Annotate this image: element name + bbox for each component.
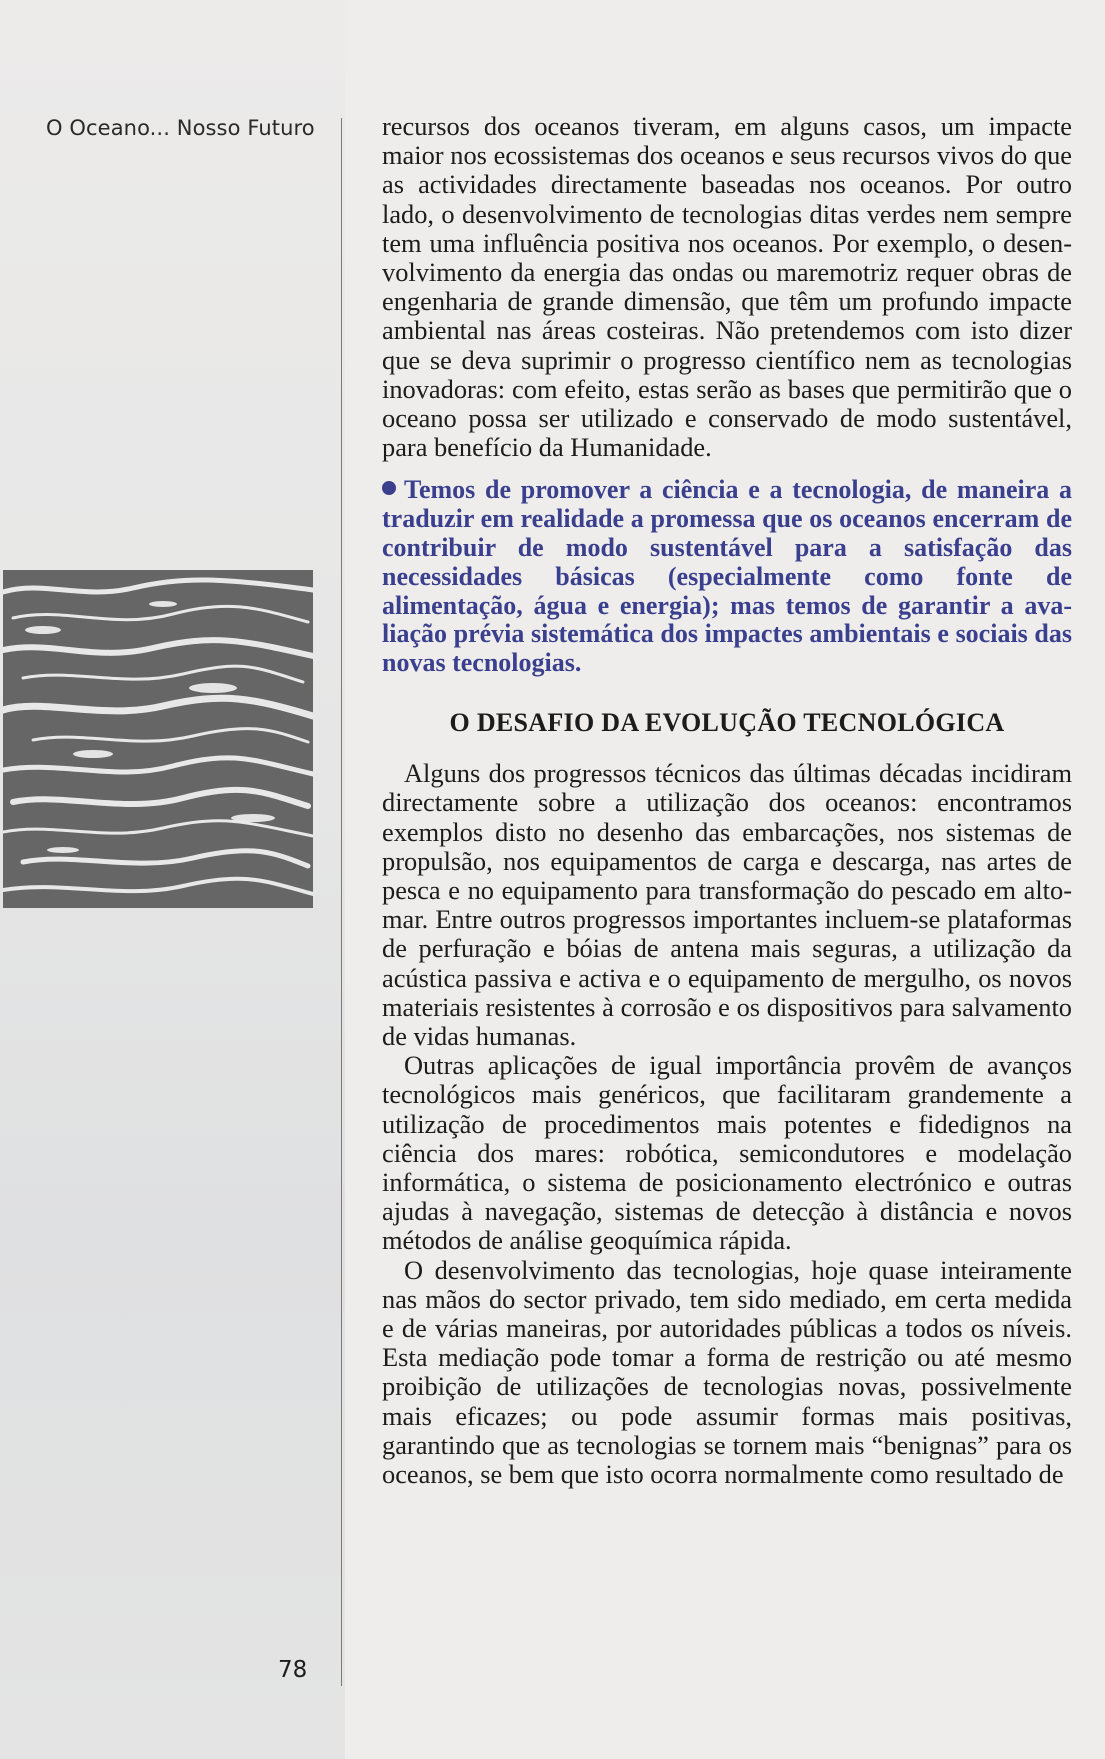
section-heading: O DESAFIO DA EVOLUÇÃO TECNOLÓGICA bbox=[449, 708, 1005, 738]
bullet-icon bbox=[382, 481, 396, 495]
paragraph: Alguns dos progressos técnicos das últimas décadas incidiram directamente sobre a utilização dos oceanos: encontramos exemplos disto no desenho das embarcações, nos sistemas de propulsão, nos equipamentos de carga e descarga, nas artes de pesca e no equipamento para transformação do pescado em alto-mar. Entre outros progressos importantes incluem-se plataformas de perfuração e bóias de antena mais seguras, a utilização da acústica passiva e activa e o equipamento de mergulho, os novos materiais resistentes à corrosão e os dispositivos para salvamento de vidas humanas. bbox=[382, 758, 1072, 1052]
paragraph: Outras aplicações de igual importância provêm de avanços tecnológicos mais genéricos, que facilitaram grandemente a utilização de procedimentos mais potentes e fidedignos na ciência dos mares: robótica, semicondutores e modelação informática, o sistema de posicionamento electrónico e outras ajudas à navegação, sistemas de detecção à distância e novos métodos de análise geoquímica rápida. bbox=[382, 1050, 1072, 1256]
running-header: O Oceano... Nosso Futuro bbox=[46, 116, 315, 140]
page-number: 78 bbox=[278, 1657, 308, 1683]
ocean-waves-photo bbox=[3, 570, 313, 908]
paragraph-continued: recursos dos oceanos tiveram, em alguns casos, um impacte maior nos ecossistemas dos oceanos e seus recursos vivos do que as actividades directamente baseadas nos oceanos. Por outro lado, o desenvolvimento de tecnologias ditas verdes nem sempre tem uma influência positiva nos oceanos. Por exemplo, o desenvolvimento da energia das ondas ou maremotriz requer obras de engenharia de grande dimensão, que têm um profundo impacte ambiental nas áreas costeiras. Não pretendemos com isto dizer que se deva suprimir o progresso científico nem as tecnologias inovadoras: com efeito, estas serão as bases que permitirão que o oceano possa ser utilizado e conservado de modo sustentável, para benefício da Humanidade. bbox=[382, 111, 1072, 463]
highlight-text: Temos de promover a ciência e a tecnologia, de maneira a traduzir em realidade a promessa que os oceanos encerram de contribuir de modo sustentável para a satisfação das necessidades básicas (especialmente como fonte de alimentação, água e energia); mas temos de garantir a avaliação prévia sistemática dos impactes ambientais e sociais das novas tecnologias. bbox=[382, 475, 1072, 678]
main-text-column bbox=[382, 112, 1072, 1489]
ocean-waves-image bbox=[3, 570, 313, 908]
highlight-callout bbox=[382, 476, 1072, 678]
column-divider bbox=[341, 118, 342, 1686]
paragraph: O desenvolvimento das tecnologias, hoje quase inteiramente nas mãos do sector privado, tem sido mediado, em certa medida e de várias maneiras, por autoridades públicas a todos os níveis. Esta mediação pode tomar a forma de restrição ou até mesmo proibição de utilizações de tecnologias novas, possivelmente mais eficazes; ou pode assumir formas mais positivas, garantindo que as tecnologias se tornem mais “benignas” para os oceanos, se bem que isto ocorra normalmente como resultado de bbox=[382, 1254, 1072, 1490]
